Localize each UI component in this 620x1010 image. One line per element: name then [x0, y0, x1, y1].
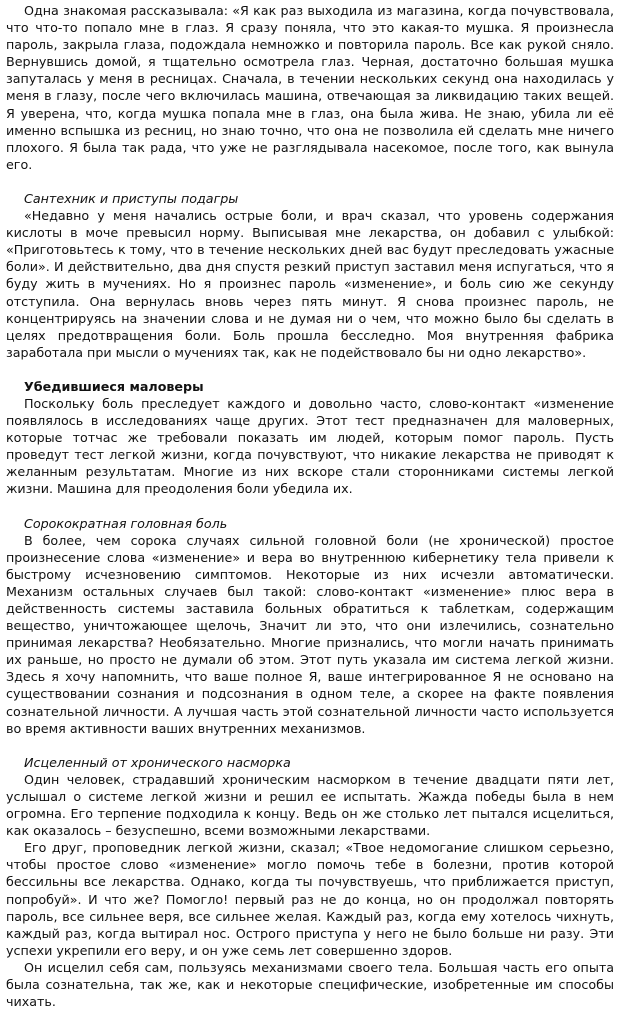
paragraph-skeptics: Поскольку боль преследует каждого и довольно часто, слово-контакт «изменение появлялось в исследованиях чаще других. Этот тест предназначен для маловерных, которые тотчас же требовали показать им людей, которым помог пароль. Пусть проведут тест легкой жизни, когда почувствуют, что никакие лекарства не приводят к желанным результатам. Многие из них вскоре стали сторонниками системы легкой жизни. Машина для преодоления боли убедила их. [6, 395, 614, 497]
paragraph-plumber: «Недавно у меня начались острые боли, и врач сказал, что уровень содержания кислоты в моче превысил норму. Выписывая мне лекарства, он добавил с улыбкой: «Приготовьтесь к тому, что в течение нескольких дней вас будут преследовать ужасные боли». И действительно, два дня спустя резкий приступ заставил меня испугаться, что я буду жить в мучениях. Но я произнес пароль «изменение», и боль сию же секунду отступила. Она вернулась вновь через пять минут. Я снова произнес пароль, не концентрируясь на значении слова и не думая ни о чем, что можно было бы сделать в целях предотвращения боли. Боль прошла бесследно. Моя внутренняя фабрика заработала при мысли о мучениях так, как не подействовало бы ни одно лекарство». [6, 208, 614, 360]
section-heading-skeptics: Убедившиеся маловеры [24, 378, 204, 394]
paragraph-headache: В более, чем сорока случаях сильной головной боли (не хронической) простое произнесение слова «изменение» и вера во внутреннюю кибернетику тела привели к быстрому исчезновению симптомов. Некоторые из них исчезли автоматически. Механизм остальных случаев был такой: слово-контакт «изменение» плюс вера в действенность системы заставила больных обратиться к таблеткам, содержащим вещество, уничтожающее щелочь, Значит ли это, что они излечились, сознательно принимая лекарства? Необязательно. Многие признались, что могли начать принимать их раньше, но просто не думали об этом. Этот путь указала им система легкой жизни. Здесь я хочу напомнить, что ваше полное Я, ваше интегрированное Я не основано на существовании сознания и подсознания в одном теле, а скорее на факте появления сознательной личности. А лучшая часть этой сознательной личности часто используется во время активности ваших внутренних механизмов. [6, 532, 614, 736]
paragraph-intro: Одна знакомая рассказывала: «Я как раз выходила из магазина, когда почувствовала, что что-то попало мне в глаз. Я сразу поняла, что это какая-то мушка. Я произнесла пароль, закрыла глаза, подождала немножко и повторила пароль. Все как рукой сняло. Вернувшись домой, я тщательно осмотрела глаз. Черная, достаточно большая мушка запуталась у меня в ресницах. Сначала, в течении нескольких секунд она находилась у меня в глазу, после чего включилась машина, отвечающая за ликвидацию таких вещей. Я уверена, что, когда мушка попала мне в глаз, она была жива. Не знаю, убила ли её именно вспышка из ресниц, но знаю точно, что она не позволила ей сделать мне ничего плохого. Я была так рада, что уже не разглядывала насекомое, после того, как вынула его. [6, 3, 614, 172]
section-heading-headache: Сорокократная головная боль [24, 515, 228, 531]
paragraph-rhinitis-2: Его друг, проповедник легкой жизни, сказал; «Твое недомогание слишком серьезно, чтобы простое слово «изменение» могло помочь тебе в болезни, против которой бессильны все лекарства. Однако, когда ты почувствуешь, что приближается приступ, попробуй». И что же? Помогло! первый раз не до конца, но он продолжал повторять пароль, все сильнее веря, все сильнее желая. Каждый раз, когда ему хотелось чихнуть, каждый раз, когда вытирал нос. Острого приступа у него не было больше ни разу. Эти успехи укрепили его веру, и он уже семь лет совершенно здоров. [6, 840, 614, 958]
section-heading-plumber: Сантехник и приступы подагры [24, 190, 239, 206]
spacer [6, 737, 614, 754]
spacer [6, 361, 614, 378]
paragraph-rhinitis-3: Он исцелил себя сам, пользуясь механизмами своего тела. Большая часть его опыта была сознательна, так же, как и некоторые специфические, изобретенные им способы чихать. [6, 959, 614, 1010]
paragraph-rhinitis-1: Один человек, страдавший хроническим насморком в течение двадцати пяти лет, услышал о системе легкой жизни и решил ее испытать. Жажда победы была в нем огромна. Его терпение подходила к концу. Ведь он же столько лет пытался исцелиться, как оказалось – безуспешно, всеми возможными лекарствами. [6, 771, 614, 839]
spacer [6, 173, 614, 190]
section-heading-rhinitis: Исцеленный от хронического насморка [24, 754, 291, 770]
spacer [6, 498, 614, 515]
